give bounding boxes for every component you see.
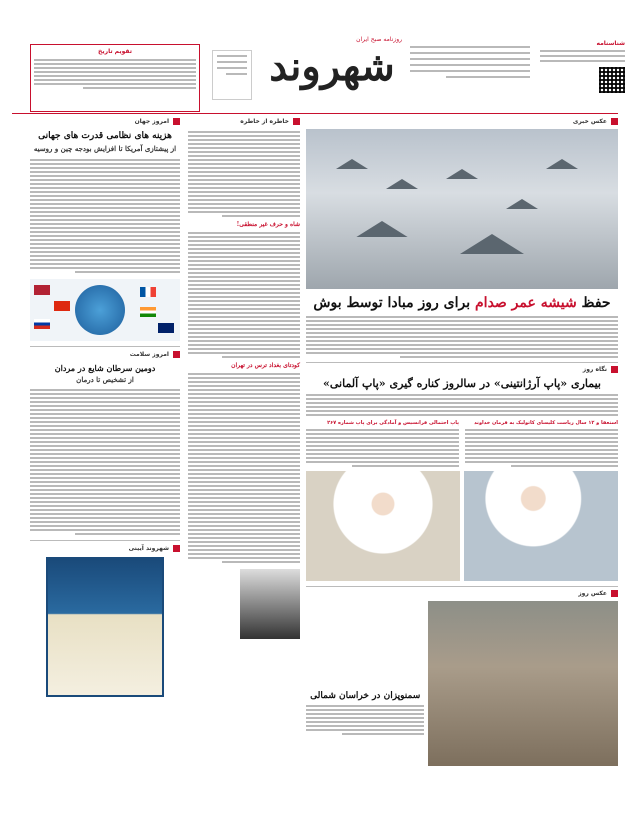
health-subheadline: از تشخیص تا درمان: [76, 375, 134, 384]
photo-of-day-head: عکس روز: [306, 590, 618, 597]
culture-section-head: شهروند آیینی: [30, 545, 180, 552]
pope-sub-right: استعفا و ۱۲ سال ریاست کلیسای کاتولیک به فرمان خداوند: [474, 420, 618, 426]
health-section-head: امروز سلامت: [30, 351, 180, 358]
pope-headline: بیماری «پاپ آرژانتینی» در سالروز کناره گیری «پاپ آلمانی»: [322, 377, 601, 390]
remember-section-head: خاطره از خاطره: [188, 118, 300, 125]
info-block: [410, 46, 530, 106]
main-headline: [306, 295, 618, 311]
flag-icon: [158, 323, 174, 333]
id-title: شناسنامه: [596, 40, 625, 47]
market-photo: [428, 601, 618, 766]
pope-francis-photo: [306, 471, 460, 581]
mid-headline-1: شاه و حرف غیر منطقی!: [236, 221, 300, 228]
pope-body: [306, 394, 618, 416]
flags-illustration: [30, 279, 180, 341]
flag-icon: [140, 307, 156, 317]
mid-headline-2: کودتای بغداد ترس در تهران: [231, 362, 300, 369]
middle-column: [188, 118, 300, 818]
mid-body-3: [188, 373, 300, 563]
calendar-box: [30, 44, 200, 112]
flag-icon: [54, 301, 70, 311]
main-body: [306, 316, 618, 358]
pope-col-right: [465, 420, 618, 467]
pope-benedict-photo: [464, 471, 618, 581]
pope-sub-left: پاپ احتمالی فرانسیس و آمادگی برای پاپ شماره ۲۶۷: [327, 420, 459, 426]
religious-poster: [46, 557, 164, 697]
camera-icon: [611, 590, 618, 597]
square-icon: [173, 118, 180, 125]
pope-col-left: [306, 420, 459, 467]
camera-icon: [611, 118, 618, 125]
calendar-title: تقویم تاریخ: [98, 48, 132, 55]
portrait-photo: [240, 569, 300, 639]
square-icon: [173, 351, 180, 358]
square-icon: [173, 545, 180, 552]
logo-sub: روزنامه صبح ایران: [356, 36, 402, 43]
pope-columns: [306, 420, 618, 467]
flag-icon: [34, 319, 50, 329]
main-headline-text: حفظ شیشه عمر صدام برای روز مبادا توسط بوش: [313, 295, 611, 311]
health-headline: دومین سرطان شایع در مردان: [54, 363, 156, 373]
nuts-feature: [306, 601, 618, 766]
logo: [262, 36, 402, 106]
world-subheadline: از پیشتازی آمریکا تا افزایش بودجه چین و روسیه: [33, 144, 177, 153]
qr-code: [599, 67, 625, 93]
nuts-text: [306, 601, 424, 766]
mid-body-2: [188, 232, 300, 358]
international-section-head: عکس خبری: [306, 118, 618, 125]
main-headline-highlight: شیشه عمر صدام: [475, 295, 577, 311]
price-box: [212, 50, 252, 100]
mid-body-1: [188, 131, 300, 217]
world-body: [30, 159, 180, 273]
square-icon: [293, 118, 300, 125]
globe-icon: [75, 285, 125, 335]
jets-photo: [306, 129, 618, 289]
world-section-head: امروز جهان: [30, 118, 180, 125]
health-body: [30, 389, 180, 535]
eye-icon: [611, 366, 618, 373]
pope-photos: [306, 471, 618, 581]
flag-icon: [34, 285, 50, 295]
nuts-headline: سمنوپزان در خراسان شمالی: [310, 691, 421, 701]
main-area: [306, 118, 618, 818]
masthead: [0, 30, 630, 120]
flag-icon: [140, 287, 156, 297]
emoji-section-head: نگاه روز: [306, 366, 618, 373]
world-headline: هزینه های نظامی قدرت های جهانی: [38, 131, 172, 141]
logo-text: شهروند: [269, 43, 395, 90]
id-box: [540, 40, 625, 112]
calendar-lines: [34, 59, 196, 89]
left-column: [30, 118, 180, 818]
